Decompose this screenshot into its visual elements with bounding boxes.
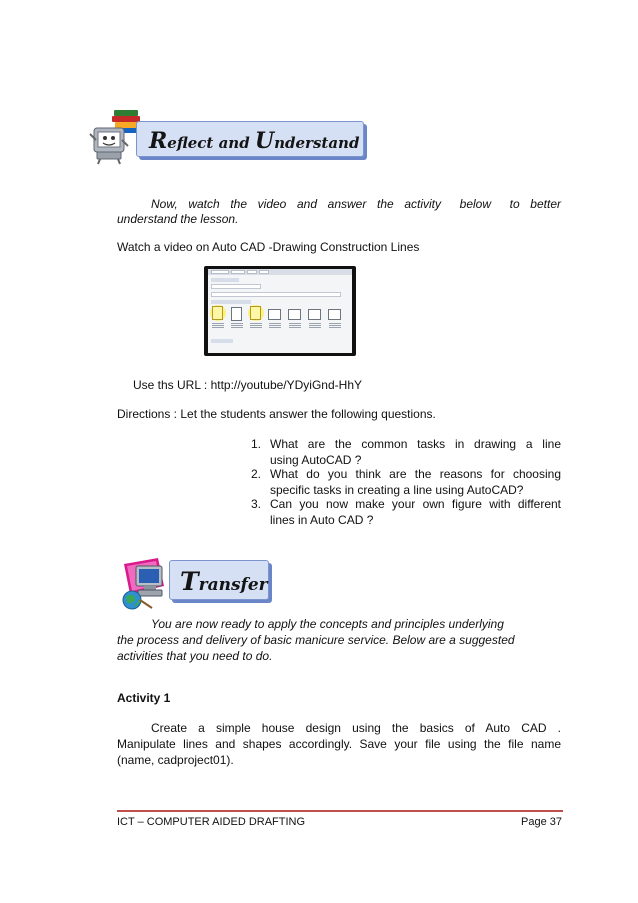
directions: Directions : Let the students answer the following questions. [117,407,436,421]
activity-line1: Create a simple house design using the basics of Auto CAD . [151,721,561,735]
url-line: Use ths URL : http://youtube/YDyiGnd-HhY [133,378,362,392]
question-2-line1: What do you think are the reasons for choosing [270,467,561,481]
reflect-title-rest1: eflect and [167,134,255,152]
transfer-title-cap: T [180,567,199,596]
computer-globe-icon [118,556,180,612]
question-1-line1: What are the common tasks in drawing a line [270,437,561,451]
reflect-banner [136,121,364,157]
reflect-intro-line1: Now, watch the video and answer the activity below to better [151,197,561,211]
transfer-title-rest: ransfer [198,575,268,595]
video-screen [208,269,352,353]
question-1-number: 1. [251,437,262,451]
video-thumbnail[interactable] [204,266,356,356]
activity-line2: Manipulate lines and shapes accordingly. Save your file using the file name [117,737,561,751]
transfer-intro-line1: You are now ready to apply the concepts and principles underlying [151,617,504,631]
question-2-line2: specific tasks in creating a line using AutoCAD? [270,483,524,497]
question-1 [251,436,561,468]
footer-left: ICT – COMPUTER AIDED DRAFTING [117,816,306,828]
question-3-line1: Can you now make your own figure with different [270,497,561,511]
footer-page-number: Page 37 [521,816,562,828]
footer-rule [117,810,563,812]
transfer-intro-line3: activities that you need to do. [117,649,273,663]
question-2-number: 2. [251,467,262,481]
question-1-line2: using AutoCAD ? [270,453,362,467]
transfer-intro-line2: the process and delivery of basic manicure service. Below are a suggested [117,633,515,647]
transfer-banner [169,560,269,600]
question-3 [251,496,561,528]
reflect-title-cap1: R [149,128,168,154]
question-2 [251,466,561,498]
reflect-title-cap2: U [254,128,275,154]
question-3-number: 3. [251,497,262,511]
activity-heading: Activity 1 [117,691,171,705]
reflect-intro-line2: understand the lesson. [117,212,239,226]
reflect-title-rest2: nderstand [274,134,360,152]
video-instruction: Watch a video on Auto CAD -Drawing Construction Lines [117,240,420,254]
question-3-line2: lines in Auto CAD ? [270,513,374,527]
activity-line3: (name, cadproject01). [117,753,234,767]
